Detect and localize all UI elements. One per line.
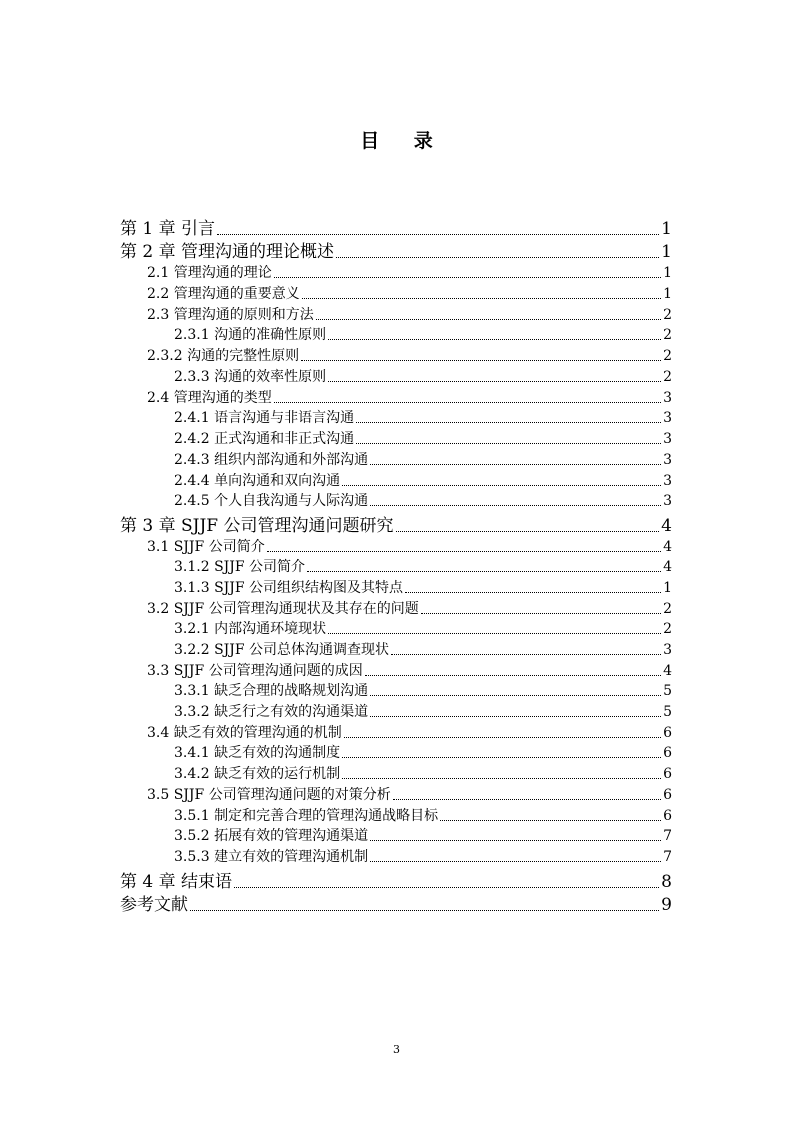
toc-entry-page: 4: [661, 516, 672, 536]
toc-entry-page: 2: [663, 369, 672, 385]
toc-entry-page: 9: [661, 895, 672, 915]
toc-entry-page: 2: [663, 621, 672, 637]
toc-entry-label: 2.3.3 沟通的效率性原则: [174, 369, 327, 385]
toc-entry[interactable]: [120, 214, 672, 239]
toc-entry-page: 1: [661, 219, 672, 239]
toc-leader-dots: [301, 360, 661, 361]
toc-entry-label: 2.4.4 单向沟通和双向沟通: [174, 473, 341, 489]
toc-leader-dots: [234, 887, 659, 888]
toc-leader-dots: [370, 861, 661, 862]
toc-entry-page: 8: [661, 872, 672, 892]
toc-leader-dots: [393, 799, 661, 800]
toc-entry[interactable]: [174, 407, 672, 427]
toc-leader-dots: [336, 257, 659, 258]
toc-entry-page: 1: [663, 286, 672, 302]
toc-entry[interactable]: [174, 470, 672, 490]
toc-entry[interactable]: [174, 449, 672, 469]
toc-entry-page: 6: [663, 725, 672, 741]
toc-leader-dots: [365, 675, 661, 676]
toc-entry[interactable]: [174, 763, 672, 783]
toc-entry[interactable]: [174, 680, 672, 700]
toc-entry-page: 4: [663, 539, 672, 555]
toc-entry-label: 3.5 SJJF 公司管理沟通问题的对策分析: [147, 787, 391, 803]
toc-entry-page: 3: [663, 410, 672, 426]
toc-entry-label: 3.4.1 缺乏有效的沟通制度: [174, 745, 341, 761]
toc-entry[interactable]: [147, 262, 672, 282]
toc-entry-label: 2.2 管理沟通的重要意义: [147, 286, 300, 302]
toc-entry-page: 5: [663, 704, 672, 720]
toc-entry-page: 3: [663, 642, 672, 658]
toc-entry-label: 3.3 SJJF 公司管理沟通问题的成因: [147, 663, 363, 679]
toc-entry[interactable]: [120, 237, 672, 262]
toc-entry-label: 3.5.1 制定和完善合理的管理沟通战略目标: [174, 808, 439, 824]
toc-entry-page: 2: [663, 307, 672, 323]
toc-entry-label: 2.3.2 沟通的完整性原则: [147, 348, 300, 364]
toc-leader-dots: [267, 551, 661, 552]
toc-entry[interactable]: [174, 556, 672, 576]
toc-entry-label: 2.4 管理沟通的类型: [147, 390, 272, 406]
toc-leader-dots: [391, 654, 661, 655]
toc-entry-label: 3.2.2 SJJF 公司总体沟通调查现状: [174, 642, 390, 658]
toc-leader-dots: [328, 339, 661, 340]
toc-entry-label: 3.3.2 缺乏行之有效的沟通渠道: [174, 704, 369, 720]
toc-entry[interactable]: [174, 701, 672, 721]
toc-entry[interactable]: [174, 428, 672, 448]
toc-entry[interactable]: [174, 618, 672, 638]
toc-entry[interactable]: [147, 722, 672, 742]
toc-entry[interactable]: [174, 846, 672, 866]
toc-entry-label: 3.4.2 缺乏有效的运行机制: [174, 766, 341, 782]
toc-entry-page: 2: [663, 348, 672, 364]
toc-entry-label: 参考文献: [120, 895, 188, 915]
toc-entry[interactable]: [120, 511, 672, 536]
toc-entry-label: 3.2 SJJF 公司管理沟通现状及其存在的问题: [147, 601, 419, 617]
toc-leader-dots: [370, 464, 661, 465]
toc-entry-page: 3: [663, 493, 672, 509]
toc-leader-dots: [328, 633, 661, 634]
toc-entry-label: 第 3 章 SJJF 公司管理沟通问题研究: [120, 516, 394, 536]
toc-entry-page: 3: [663, 390, 672, 406]
toc-entry-label: 第 4 章 结束语: [120, 872, 233, 892]
page-title: 目 录: [360, 130, 447, 152]
toc-entry-label: 2.4.2 正式沟通和非正式沟通: [174, 431, 355, 447]
toc-entry[interactable]: [147, 598, 672, 618]
toc-leader-dots: [405, 592, 661, 593]
toc-leader-dots: [421, 613, 661, 614]
toc-entry-label: 2.4.1 语言沟通与非语言沟通: [174, 410, 355, 426]
toc-entry[interactable]: [147, 660, 672, 680]
toc-entry-label: 3.2.1 内部沟通环境现状: [174, 621, 327, 637]
toc-entry[interactable]: [147, 345, 672, 365]
toc-entry[interactable]: [120, 867, 672, 892]
toc-entry-label: 2.4.3 组织内部沟通和外部沟通: [174, 452, 369, 468]
toc-entry-label: 3.1.3 SJJF 公司组织结构图及其特点: [174, 580, 404, 596]
toc-entry-page: 6: [663, 787, 672, 803]
toc-leader-dots: [396, 531, 660, 532]
toc-entry-label: 3.5.2 拓展有效的管理沟通渠道: [174, 828, 369, 844]
toc-entry-page: 1: [663, 580, 672, 596]
toc-leader-dots: [344, 737, 661, 738]
toc-entry[interactable]: [174, 742, 672, 762]
toc-entry[interactable]: [147, 387, 672, 407]
toc-entry-page: 3: [663, 431, 672, 447]
toc-entry[interactable]: [174, 490, 672, 510]
toc-leader-dots: [274, 277, 661, 278]
toc-entry-page: 5: [663, 683, 672, 699]
toc-entry-page: 6: [663, 745, 672, 761]
toc-entry[interactable]: [147, 283, 672, 303]
toc-entry-label: 3.4 缺乏有效的管理沟通的机制: [147, 725, 342, 741]
toc-entry[interactable]: [174, 639, 672, 659]
toc-leader-dots: [342, 757, 661, 758]
toc-entry-label: 3.3.1 缺乏合理的战略规划沟通: [174, 683, 369, 699]
toc-leader-dots: [370, 695, 661, 696]
toc-entry[interactable]: [147, 784, 672, 804]
toc-entry-label: 3.1 SJJF 公司简介: [147, 539, 265, 555]
page-number: 3: [393, 1043, 400, 1056]
toc-leader-dots: [440, 820, 661, 821]
toc-entry-label: 2.4.5 个人自我沟通与人际沟通: [174, 493, 369, 509]
toc-leader-dots: [342, 778, 661, 779]
toc-entry-page: 2: [663, 327, 672, 343]
toc-leader-dots: [356, 422, 661, 423]
toc-entry-page: 3: [663, 473, 672, 489]
toc-entry-label: 3.5.3 建立有效的管理沟通机制: [174, 849, 369, 865]
toc-leader-dots: [370, 716, 661, 717]
toc-entry-page: 4: [663, 559, 672, 575]
toc-leader-dots: [307, 571, 661, 572]
toc-entry[interactable]: [120, 890, 672, 915]
toc-entry[interactable]: [147, 304, 672, 324]
toc-leader-dots: [302, 298, 661, 299]
toc-entry[interactable]: [174, 324, 672, 344]
toc-entry[interactable]: [174, 577, 672, 597]
toc-entry-page: 4: [663, 663, 672, 679]
toc-entry-page: 7: [663, 828, 672, 844]
toc-entry-page: 6: [663, 808, 672, 824]
toc-entry-page: 1: [663, 265, 672, 281]
toc-entry[interactable]: [147, 536, 672, 556]
toc-leader-dots: [274, 402, 661, 403]
toc-entry-page: 1: [661, 242, 672, 262]
toc-entry-label: 第 2 章 管理沟通的理论概述: [120, 242, 335, 262]
toc-leader-dots: [328, 381, 661, 382]
toc-leader-dots: [342, 485, 661, 486]
toc-leader-dots: [316, 319, 661, 320]
toc-entry-page: 6: [663, 766, 672, 782]
toc-entry-page: 3: [663, 452, 672, 468]
toc-entry-label: 第 1 章 引言: [120, 219, 216, 239]
toc-entry-label: 2.1 管理沟通的理论: [147, 265, 272, 281]
toc-leader-dots: [217, 234, 659, 235]
toc-entry[interactable]: [174, 366, 672, 386]
toc-entry[interactable]: [174, 805, 672, 825]
toc-leader-dots: [190, 910, 659, 911]
toc-entry-label: 2.3 管理沟通的原则和方法: [147, 307, 314, 323]
toc-leader-dots: [370, 505, 661, 506]
toc-entry-page: 7: [663, 849, 672, 865]
toc-entry[interactable]: [174, 825, 672, 845]
toc-entry-label: 2.3.1 沟通的准确性原则: [174, 327, 327, 343]
toc-entry-page: 2: [663, 601, 672, 617]
toc-entry-label: 3.1.2 SJJF 公司简介: [174, 559, 306, 575]
toc-leader-dots: [356, 443, 661, 444]
toc-leader-dots: [370, 840, 661, 841]
